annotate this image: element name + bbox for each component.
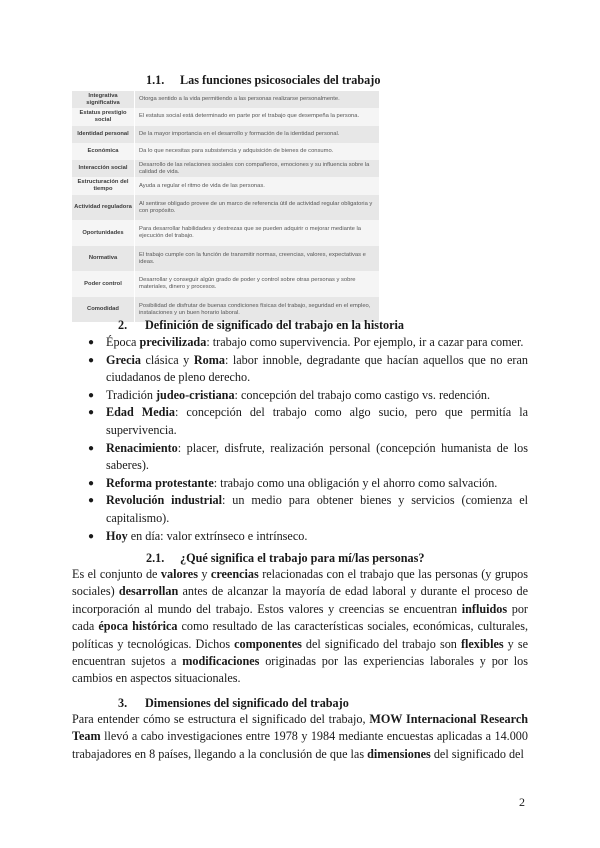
function-term: Comodidad [72,297,135,323]
function-term: Estructuración del tiempo [72,177,135,194]
bullet-icon: ● [88,477,95,489]
section-heading-1-1 [146,73,380,88]
function-description: Ayuda a regular el ritmo de vida de las personas. [139,182,265,189]
section-number: 2. [118,318,128,332]
table-row [72,271,379,297]
bullet-icon: ● [88,337,95,348]
table-row [72,91,379,108]
section-title: Las funciones psicosociales del trabajo [180,73,381,87]
section-title: Dimensiones del significado del trabajo [145,696,349,710]
function-description: Posibilidad de disfrutar de buenas condiciones físicas del trabajo, seguridad en el empleo, instalaciones y un buen horario laboral. [139,302,371,316]
function-term: Normativa [72,246,135,272]
table-row [72,143,379,160]
function-term: Identidad personal [72,126,135,143]
paragraph-meaning: Es el conjunto de valores y creencias relacionadas con el trabajo que las personas (y grupos sociales) desarrollan antes de alcanzar la mayoría de edad laboral y durante el proceso de incorporación al mundo del trabajo. Estos valores y creencias se encuentran influidos por cada época histórica como resultado de las características sociales, económicas, culturales, políticas y tecnológicas. Dichos componentes del significado del trabajo son flexibles y se encuentran sujetos a modificaciones originadas por las experiencias laborales y por los cambios en aspectos situacionales. [72,567,529,686]
function-description: Al sentirse obligado provee de un marco de referencia útil de actividad regular obligatoria y con propósito. [139,200,373,214]
table-row [72,177,379,194]
section-number: 1.1. [146,73,165,87]
section-title: ¿Qué significa el trabajo para mí/las personas? [180,551,425,565]
function-description: Da lo que necesitas para subsistencia y adquisición de bienes de consumo. [139,148,334,155]
table-row [72,126,379,143]
section-number: 2.1. [146,551,165,565]
section-title: Definición de significado del trabajo en la historia [145,318,404,332]
function-term: Poder control [72,271,135,297]
section-number: 3. [118,696,128,710]
function-term: Económica [72,143,135,160]
section-heading-2 [118,318,404,333]
list-item: ● Revolución industrial: un medio para obtener bienes y servicios (comienza el capitalismo). [88,493,528,525]
history-list [88,334,528,545]
list-item: ● Grecia clásica y Roma: labor innoble, degradante que hacían aquellos que no eran ciudadanos de pleno derecho. [88,352,528,385]
list-item: ● Tradición judeo-cristiana: concepción del trabajo como castigo vs. redención. [88,387,528,405]
function-term: Oportunidades [72,220,135,246]
function-description: Para desarrollar habilidades y destrezas que se pueden adquirir o mejorar mediante la ejecución del trabajo. [139,226,362,240]
function-description: El estatus social está determinado en parte por el trabajo que desempeña la persona. [139,113,360,120]
function-term: Interacción social [72,160,135,177]
bullet-icon: ● [88,354,95,366]
bullet-icon: ● [88,407,95,419]
list-item: ● Hoy en día: valor extrínseco e intrínseco. [88,528,528,546]
paragraph-dimensions: Para entender cómo se estructura el significado del trabajo, MOW Internacional Research Team llevó a cabo investigaciones entre 1978 y 1984 mediante encuestas aplicadas a 14.000 trabajadores en 8 países, llegando a la conclusión de que las dimensiones del significado del [72,712,529,761]
function-description: De la mayor importancia en el desarrollo y formación de la identidad personal. [139,130,340,137]
bullet-icon: ● [88,442,95,454]
table-row [72,195,379,221]
bullet-icon: ● [88,530,95,542]
function-description: El trabajo cumple con la función de transmitir normas, creencias, valores, expectativas e ideas. [139,251,366,265]
function-description: Otorga sentido a la vida permitiendo a las personas realizarse personalmente. [139,96,340,103]
function-term: Integrativa significativa [72,91,135,108]
list-item: ● Renacimiento: placer, disfrute, realización personal (concepción humanista de los saberes). [88,440,528,473]
function-term: Estatus prestigio social [72,108,135,125]
table-row [72,108,379,125]
list-item: ● Época precivilizada: trabajo como supervivencia. Por ejemplo, ir a cazar para comer. [88,334,528,352]
table-row [72,220,379,246]
section-heading-2-1 [146,551,424,566]
section-heading-3 [118,696,349,711]
function-description: Desarrollo de las relaciones sociales con compañeros, emociones y su influencia sobre la calidad de vida. [139,161,370,175]
page-number: 2 [519,795,525,809]
list-item: ● Edad Media: concepción del trabajo como algo sucio, pero que permitía la supervivencia. [88,405,528,437]
bullet-icon: ● [88,389,95,401]
bullet-icon: ● [88,495,95,507]
list-item: ● Reforma protestante: trabajo como una obligación y el ahorro como salvación. [88,475,528,493]
function-term: Actividad reguladora [72,195,135,221]
table-row [72,160,379,177]
function-description: Desarrollar y conseguir algún grado de poder y control sobre otras personas y sobre materiales, dinero y procesos. [139,277,356,291]
table-row [72,246,379,272]
functions-table [72,91,379,322]
